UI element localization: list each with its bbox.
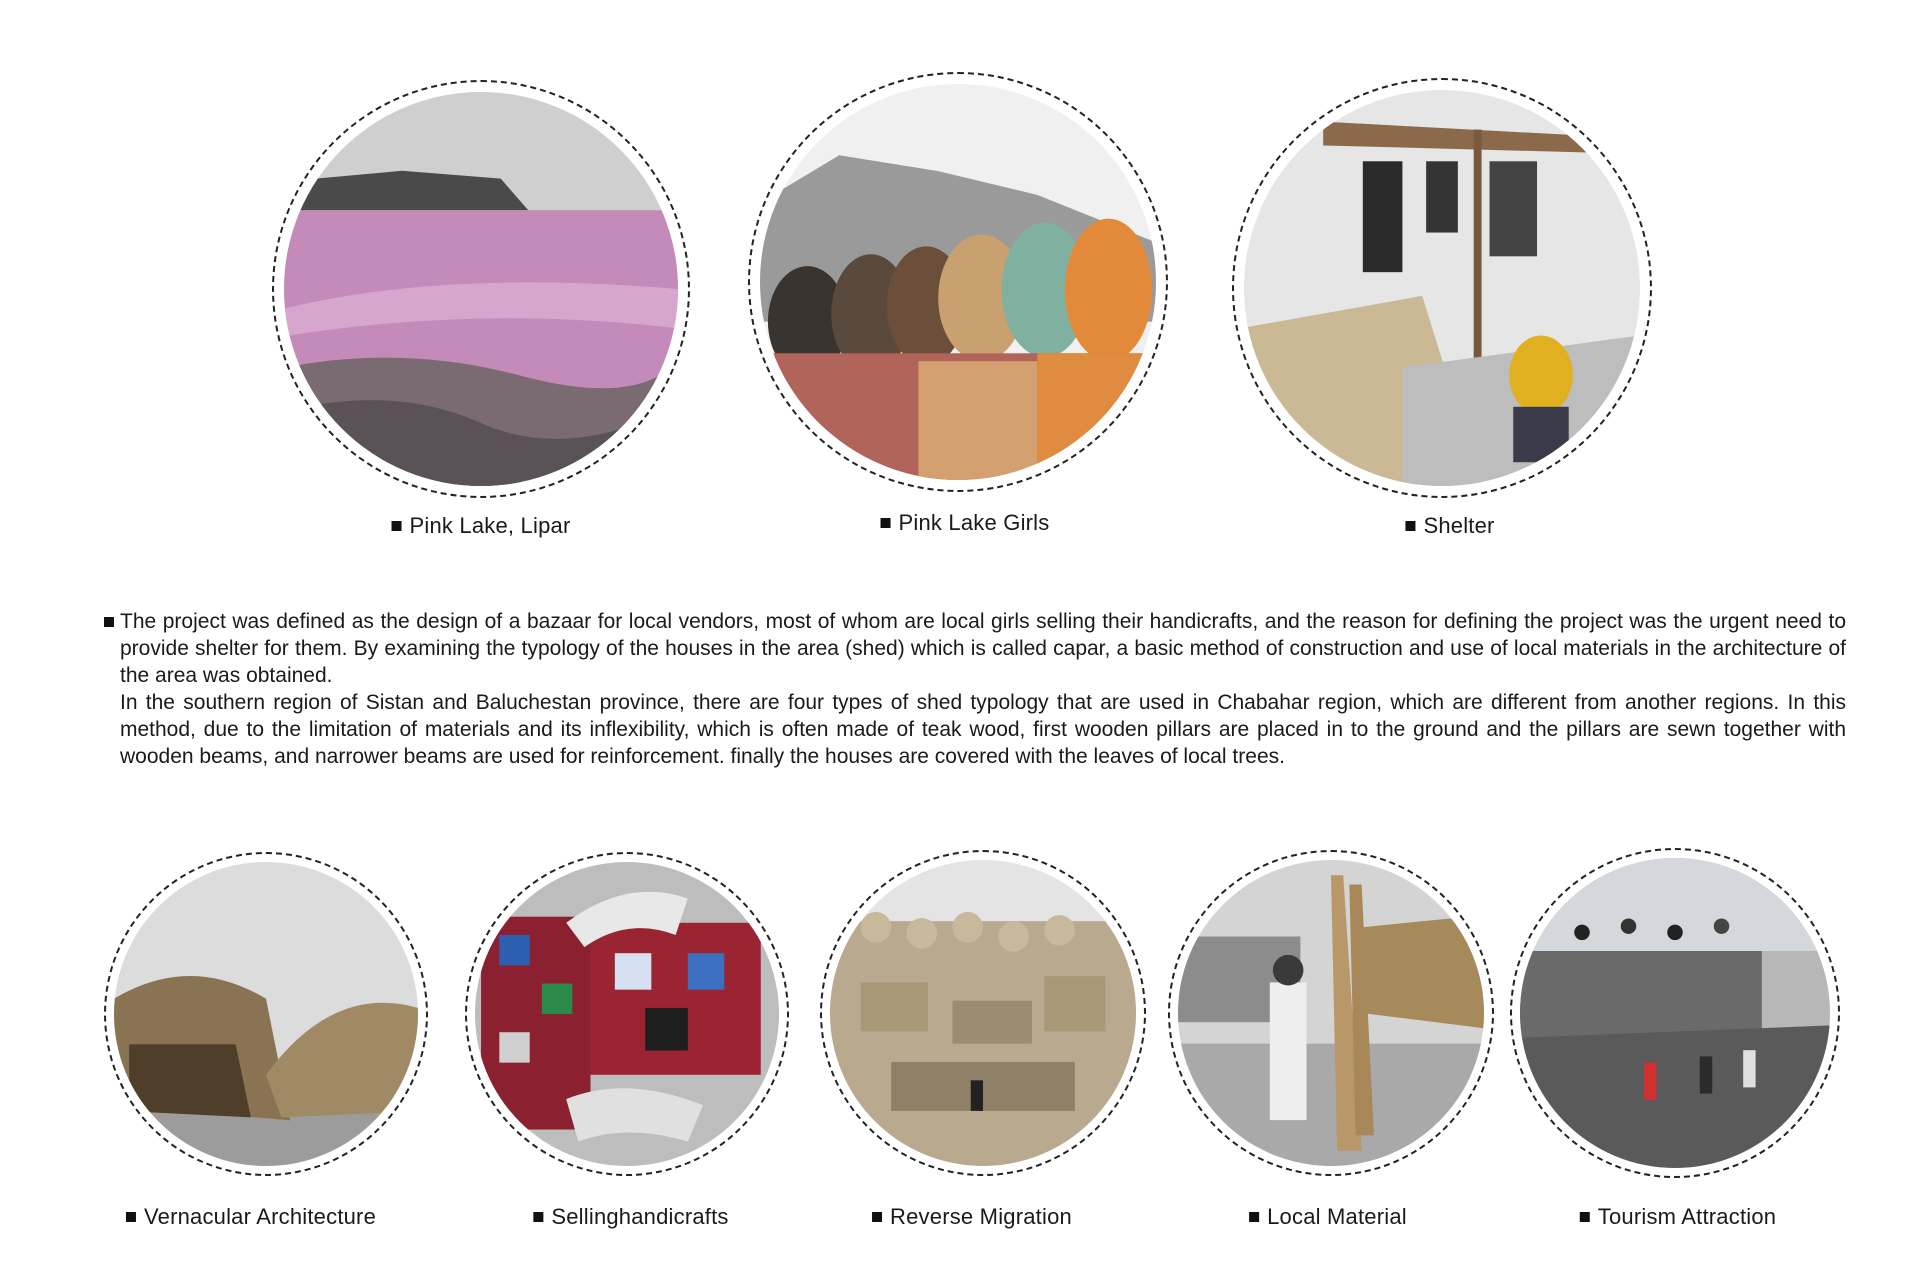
caption-huts [126,1204,376,1230]
description-paragraph-1: The project was defined as the design of a bazaar for local vendors, most of whom are local girls selling their handicrafts, and the reason for defining the project was the urgent need to provide shelter for them. By examining the typology of the houses in the area (shed) which is called capar, a basic method of construction and use of local materials in the architecture of the area was obtained. [120,610,1846,687]
embroidery-image [475,862,779,1166]
caption-text: Tourism Attraction [1597,1204,1777,1229]
caption-text: Shelter [1423,513,1495,538]
caption-shelter [1405,513,1494,539]
bullet-icon [872,1212,882,1222]
caption-pink-lake [392,513,571,539]
bullet-icon [126,1212,136,1222]
caption-text: Reverse Migration [890,1204,1072,1229]
girls-image [760,84,1156,480]
pink-lake-image [284,92,678,486]
bullet-icon [1405,521,1415,531]
caption-tourists [1580,1204,1776,1230]
village-image [830,860,1136,1166]
bullet-icon [392,521,402,531]
tourists-image [1520,858,1830,1168]
bullet-icon [533,1212,543,1222]
bullet-icon [104,617,114,627]
description-paragraph-2: In the southern region of Sistan and Baluchestan province, there are four types of shed typology that are used in Chabahar region, which are different from another regions. In this method, due to the limitation of materials and its inflexibility, which is often made of teak wood, first wooden pillars are placed in to the ground and the pillars are sewn together with wooden beams, and narrower beams are used for reinforcement. finally the houses are covered with the leaves of local trees. [120,691,1846,768]
caption-reeds [1249,1204,1407,1230]
bullet-icon [881,518,891,528]
shelter-image [1244,90,1640,486]
caption-text: Sellinghandicrafts [551,1204,729,1229]
bullet-icon [1249,1212,1259,1222]
huts-image [114,862,418,1166]
bullet-icon [1580,1212,1590,1222]
project-description [104,608,1846,770]
caption-text: Pink Lake, Lipar [409,513,571,538]
caption-text: Pink Lake Girls [898,510,1050,535]
caption-text: Vernacular Architecture [143,1204,377,1229]
caption-girls [881,510,1050,536]
reeds-image [1178,860,1484,1166]
caption-village [872,1204,1072,1230]
caption-embroidery [533,1204,728,1230]
caption-text: Local Material [1267,1204,1407,1229]
